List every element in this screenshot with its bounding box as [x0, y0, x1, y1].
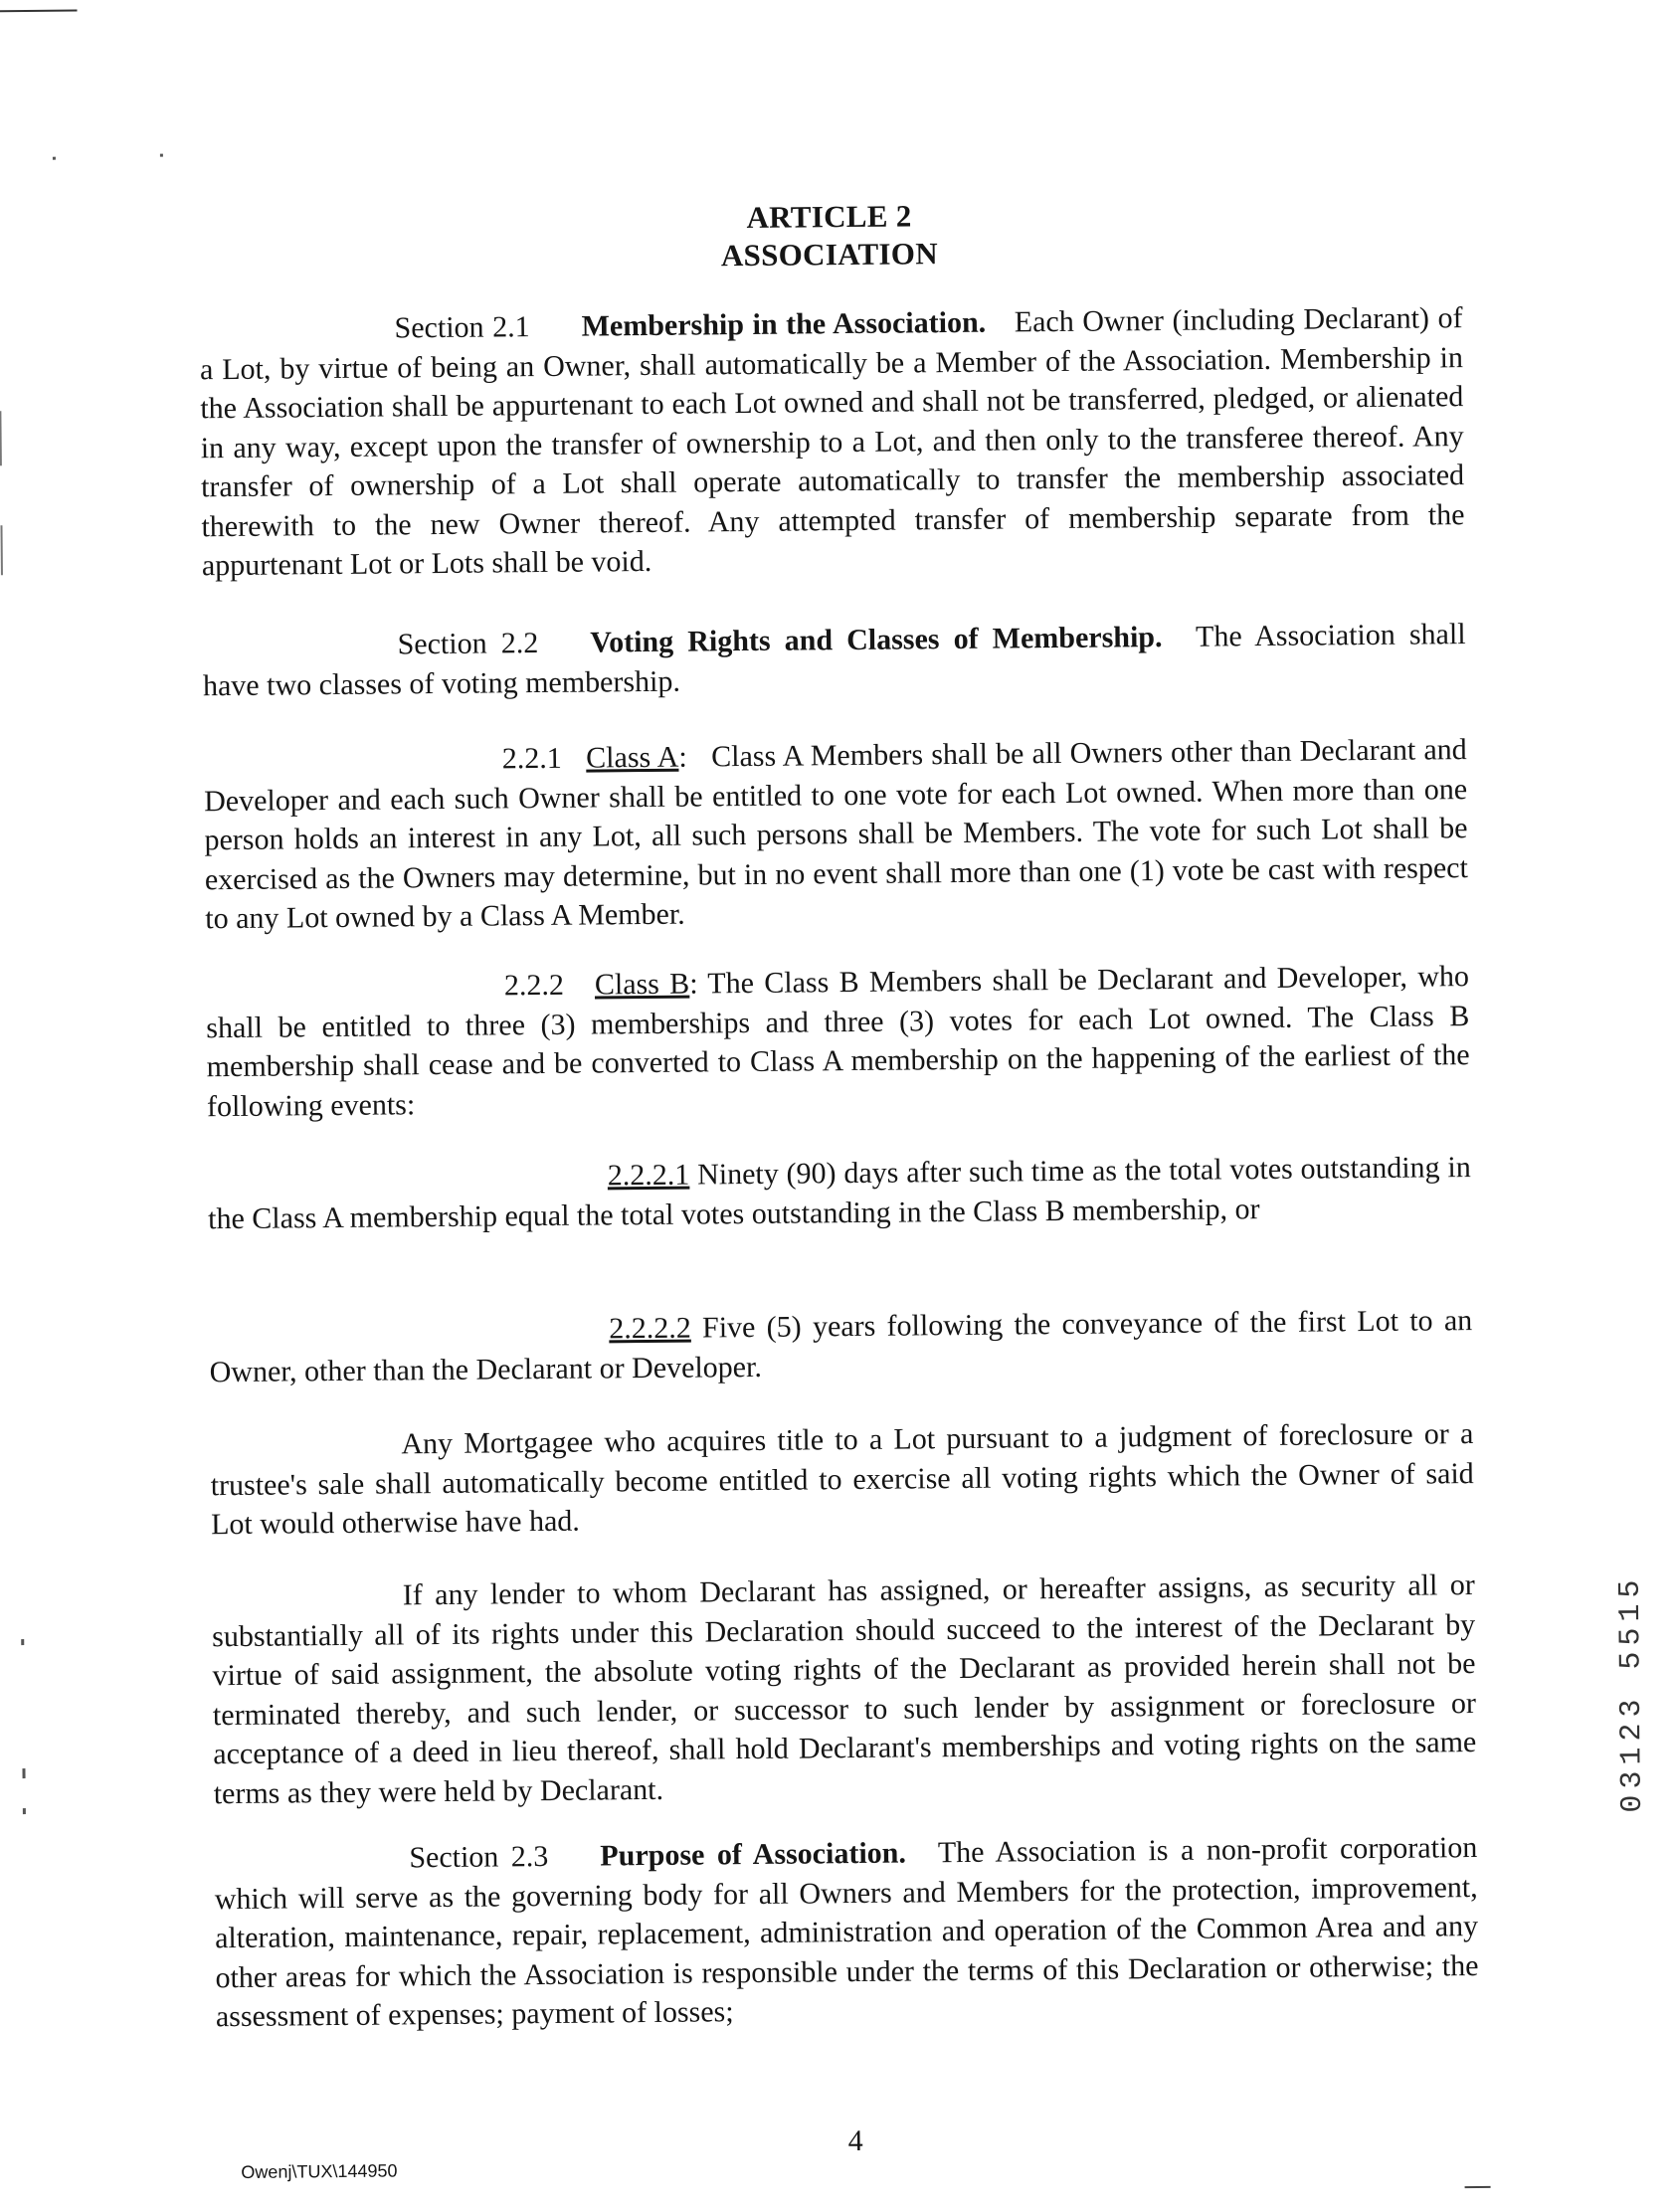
- recording-stamp: 03123 5515: [1613, 1573, 1650, 1813]
- scan-speck: [53, 157, 56, 160]
- paragraph-text: If any lender to whom Declarant has assigned, or hereafter assigns, as security all or substantially all of its rights under this Declaration should succeed to the interest of the Declarant by virtue of said assignment, the absolute voting rights of the Declarant as provided herein shall not be terminated thereby, and such lender, or successor to such lender by assignment or foreclosure or acceptance of a deed in lieu thereof, shall hold Declarant's memberships and voting rights on the same terms as they were held by Declarant.: [212, 1568, 1477, 1810]
- section-text: The Association shall have two classes of voting membership.: [202, 618, 1466, 702]
- section-text: Each Owner (including Declarant) of a Lot, by virtue of being an Owner, shall automatically be a Member of the Association. Membership in the Association shall be appurtenant to each Lot owned and shall not be transferred, pledged, or alienated in any way, except upon the transfer of ownership to a Lot, and then only to the transferee thereof. Any transfer of ownership of a Lot shall operate automatically to transfer the membership associated therewith to the new Owner thereof. Any attempted transfer of membership separate from the appurtenant Lot or Lots shall be void.: [199, 301, 1465, 583]
- scan-speck: [23, 1808, 26, 1814]
- subsection-2-2-1: 2.2.1 Class A: Class A Members shall be all Owners other than Declarant and Developer and each such Owner shall be entitled to one vote for each Lot owned. When more than one person holds an interest in any Lot, all such persons shall be Members. The vote for such Lot shall be exercised as the Owners may determine, but in no event shall more than one (1) vote be cast with respect to any Lot owned by a Class A Member.: [203, 733, 1468, 936]
- subsubsection-number: 2.2.2.1: [607, 1158, 690, 1193]
- scan-edge-mark: [0, 9, 78, 12]
- page-number: 4: [847, 2123, 863, 2158]
- section-number: Section 2.2: [397, 627, 539, 661]
- article-title: ASSOCIATION: [720, 236, 939, 274]
- section-number: Section 2.3: [409, 1839, 549, 1875]
- subsection-text: Class A Members shall be all Owners other than Declarant and Developer and each such Owner shall be entitled to one vote for each Lot owned. When more than one person holds an interest in any Lot, all such persons shall be Members. The vote for such Lot shall be exercised as the Owners may determine, but in no event shall more than one (1) vote be cast with respect to any Lot owned by a Class A Member.: [203, 733, 1468, 936]
- lender-paragraph: [212, 1566, 1477, 1813]
- section-number: Section 2.1: [394, 310, 530, 345]
- scan-margin-line: [0, 411, 2, 465]
- section-2-1: [199, 298, 1465, 586]
- section-title: Membership in the Association.: [581, 305, 987, 343]
- section-2-2: [202, 615, 1466, 705]
- subsubsection-text: Five (5) years following the conveyance of the first Lot to an Owner, other than the Declarant or Developer.: [209, 1304, 1473, 1388]
- file-reference: Owenj\TUX\144950: [241, 2160, 398, 2182]
- scan-margin-line: [0, 525, 2, 575]
- subsubsection-text: Ninety (90) days after such time as the total votes outstanding in the Class A membership equal the total votes outstanding in the Class B membership, or: [208, 1151, 1471, 1235]
- scan-edge-mark: [1465, 2186, 1491, 2188]
- subsection-label: Class A: [586, 740, 679, 775]
- mortgagee-paragraph: [210, 1414, 1474, 1545]
- subsection-number: 2.2.2: [503, 968, 565, 1003]
- subsubsection-2-2-2-2: [209, 1301, 1473, 1391]
- article-number: ARTICLE 2: [746, 198, 912, 236]
- subsection-label: Class B: [594, 967, 690, 1002]
- subsection-number: 2.2.1: [501, 741, 562, 776]
- subsubsection-2-2-2-1: [208, 1148, 1472, 1238]
- subsubsection-number: 2.2.2.2: [609, 1311, 691, 1346]
- scan-speck: [160, 154, 163, 157]
- paragraph-text: Any Mortgagee who acquires title to a Lot pursuant to a judgment of foreclosure or a trustee's sale shall automatically become entitled to exercise all voting rights which the Owner of said Lot would otherwise have had.: [210, 1417, 1474, 1542]
- scan-speck: [21, 1639, 24, 1645]
- section-text: The Association is a non-profit corporation which will serve as the governing body for all Owners and Members for the protection, improvement, alteration, maintenance, repair, replacement, administration and operation of the Common Area and any other areas for which the Association is responsible under the terms of this Declaration or otherwise; the assessment of expenses; payment of losses;: [214, 1831, 1479, 2034]
- section-title: Voting Rights and Classes of Membership.: [590, 621, 1163, 659]
- section-title: Purpose of Association.: [600, 1836, 907, 1873]
- scan-speck: [22, 1768, 25, 1778]
- subsection-text: The Class B Members shall be Declarant and Developer, who shall be entitled to three (3) memberships and three (3) votes for each Lot owned. The Class B membership shall cease and be converted to Class A membership on the happening of the earliest of the following events:: [206, 960, 1470, 1123]
- section-2-3: [214, 1828, 1479, 2037]
- subsection-2-2-2: 2.2.2 Class B: The Class B Members shall be Declarant and Developer, who shall be entitled to three (3) memberships and three (3) votes for each Lot owned. The Class B membership shall cease and be converted to Class A membership on the happening of the earliest of the following events:: [206, 960, 1470, 1123]
